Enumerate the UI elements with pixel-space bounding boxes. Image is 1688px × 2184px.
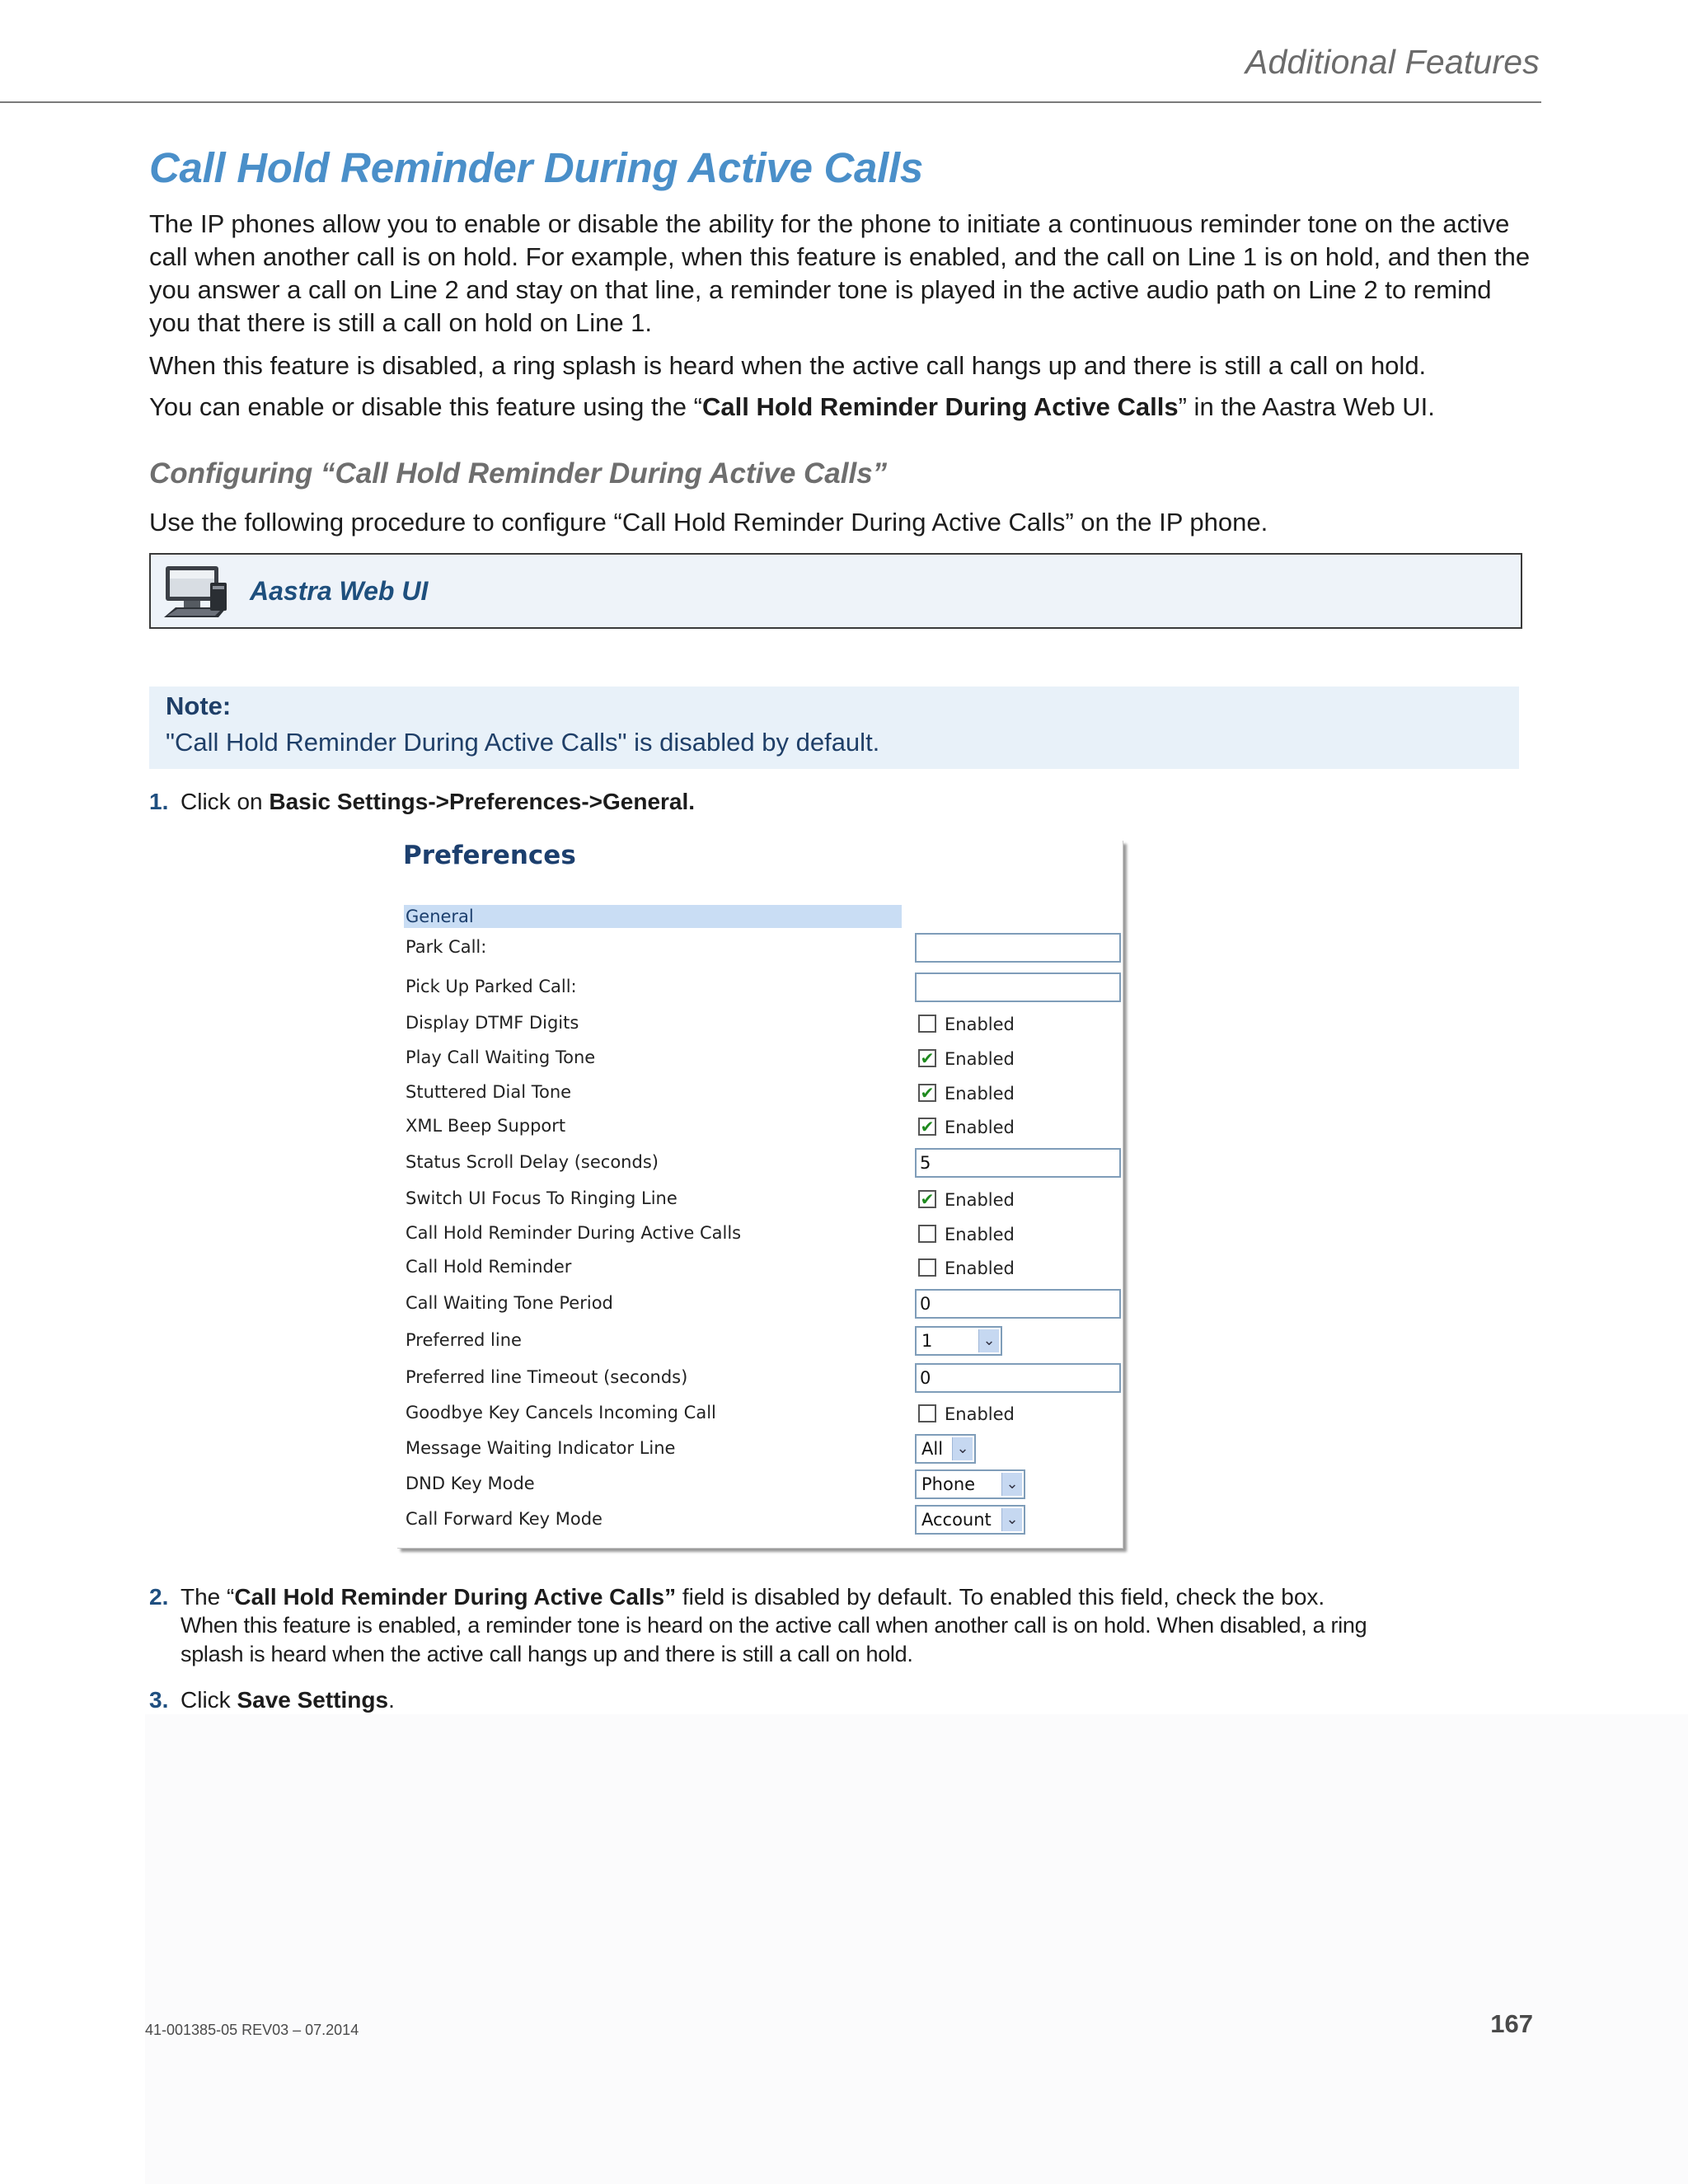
field-label: Call Hold Reminder During Active Calls — [406, 1223, 742, 1243]
general-section-label: General — [406, 907, 474, 926]
enabled-label: Enabled — [945, 1190, 1015, 1210]
row-stuttered — [406, 1078, 1114, 1106]
field-label: Message Waiting Indicator Line — [406, 1438, 676, 1458]
row-pref-line — [406, 1326, 1114, 1354]
row-pref-timeout — [406, 1363, 1114, 1391]
field-label: Switch UI Focus To Ringing Line — [406, 1188, 678, 1208]
field-label: Park Call: — [406, 937, 487, 957]
step-text: . — [388, 1687, 395, 1713]
select-value: Account — [921, 1510, 992, 1530]
page-title: Call Hold Reminder During Active Calls — [149, 144, 923, 191]
enabled-label: Enabled — [945, 1258, 1015, 1278]
hold-reminder-active-checkbox[interactable] — [918, 1225, 936, 1243]
step-continuation: When this feature is enabled, a reminder tone is heard on the active call when another call is on hold. When disabled, a ring splash is heard when the active call hangs up and there is still a call on hold. — [181, 1613, 1367, 1666]
enabled-label: Enabled — [945, 1225, 1015, 1244]
row-dnd — [406, 1469, 1114, 1497]
page-number: 167 — [1490, 2009, 1533, 2038]
chevron-down-icon[interactable]: ⌄ — [978, 1329, 999, 1352]
note-box — [149, 687, 1519, 769]
field-label: DND Key Mode — [406, 1474, 535, 1493]
field-label: Goodbye Key Cancels Incoming Call — [406, 1403, 716, 1422]
chevron-down-icon[interactable]: ⌄ — [952, 1437, 973, 1460]
header-rule — [0, 101, 1541, 103]
enabled-label: Enabled — [945, 1404, 1015, 1424]
webui-banner — [149, 553, 1522, 629]
computer-icon — [161, 563, 230, 621]
scroll-delay-input[interactable]: 5 — [915, 1148, 1121, 1178]
step-number: 3. — [149, 1687, 169, 1713]
enabled-label: Enabled — [945, 1118, 1015, 1137]
row-cw-period — [406, 1289, 1114, 1317]
preferences-screenshot — [397, 841, 1123, 1549]
field-label: Call Hold Reminder — [406, 1257, 572, 1277]
enabled-label: Enabled — [945, 1015, 1015, 1034]
row-park-call — [406, 933, 1114, 961]
row-goodbye — [406, 1399, 1114, 1427]
row-hold-reminder — [406, 1253, 1114, 1281]
intro-paragraph: The IP phones allow you to enable or disable the ability for the phone to initiate a continuous reminder tone on the active call when another call is on hold. For example, when this feature is enabled, and the call on Line 1 is on hold, and then the you answer a call on Line 2 and stay on that line, a reminder tone is played in the active audio path on Line 2 to remind you that there is still a call on hold on Line 1. — [149, 209, 1531, 337]
section-heading: Configuring “Call Hold Reminder During Active Calls” — [149, 457, 888, 490]
field-label: Call Waiting Tone Period — [406, 1293, 613, 1313]
webui-label: Aastra Web UI — [250, 576, 429, 606]
row-xml-beep — [406, 1112, 1114, 1140]
running-head: Additional Features — [1245, 43, 1540, 81]
step-bold: Call Hold Reminder During Active Calls” — [234, 1584, 677, 1610]
field-label: Pick Up Parked Call: — [406, 977, 577, 996]
field-label: Call Forward Key Mode — [406, 1509, 603, 1529]
general-section-bar — [404, 905, 902, 928]
para-bold: Call Hold Reminder During Active Calls — [701, 392, 1179, 421]
cfwd-select[interactable] — [915, 1505, 1025, 1535]
pickup-parked-input[interactable] — [915, 972, 1121, 1002]
field-label: Preferred line Timeout (seconds) — [406, 1367, 688, 1387]
document-id: 41-001385-05 REV03 – 07.2014 — [145, 2022, 359, 2038]
park-call-input[interactable] — [915, 933, 1121, 963]
step-text: The “ — [181, 1584, 235, 1610]
row-pickup-parked — [406, 972, 1114, 1001]
chevron-down-icon[interactable]: ⌄ — [1001, 1508, 1022, 1531]
field-label: Stuttered Dial Tone — [406, 1082, 572, 1102]
select-value: 1 — [921, 1331, 933, 1351]
row-cfwd — [406, 1505, 1114, 1533]
pref-line-select[interactable] — [915, 1326, 1002, 1356]
select-value: All — [921, 1439, 944, 1459]
procedure-intro: Use the following procedure to configure “Call Hold Reminder During Active Calls” on the IP phone. — [149, 508, 1268, 537]
dtmf-checkbox[interactable] — [918, 1015, 936, 1033]
note-title: Note: — [166, 691, 232, 720]
step-bold: Save Settings — [237, 1687, 389, 1713]
stuttered-checkbox[interactable]: ✔ — [918, 1084, 936, 1102]
chevron-down-icon[interactable]: ⌄ — [1001, 1473, 1022, 1496]
note-text: "Call Hold Reminder During Active Calls" is disabled by default. — [166, 728, 880, 757]
row-switch-focus — [406, 1184, 1114, 1212]
enabled-label: Enabled — [945, 1049, 1015, 1069]
enabled-label: Enabled — [945, 1084, 1015, 1104]
para-text: ” in the Aastra Web UI. — [1178, 392, 1435, 421]
field-label: Status Scroll Delay (seconds) — [406, 1152, 659, 1172]
preferences-title: Preferences — [403, 841, 576, 870]
mwi-select[interactable] — [915, 1434, 976, 1464]
step-text: Click — [181, 1687, 237, 1713]
xml-beep-checkbox[interactable]: ✔ — [918, 1118, 936, 1136]
field-label: XML Beep Support — [406, 1116, 566, 1136]
select-value: Phone — [921, 1474, 976, 1494]
disabled-paragraph: When this feature is disabled, a ring splash is heard when the active call hangs up and there is still a call on hold. — [149, 351, 1427, 380]
step-text: field is disabled by default. To enabled this field, check the box. — [676, 1584, 1325, 1610]
step-1 — [149, 789, 695, 815]
field-label: Display DTMF Digits — [406, 1013, 579, 1033]
row-mwi — [406, 1434, 1114, 1462]
dnd-select[interactable] — [915, 1469, 1025, 1499]
step-2 — [149, 1582, 1386, 1669]
step-text: Click on — [181, 789, 270, 814]
step-number: 2. — [149, 1584, 169, 1610]
step-number: 1. — [149, 789, 169, 814]
field-label: Play Call Waiting Tone — [406, 1047, 596, 1067]
switch-focus-checkbox[interactable]: ✔ — [918, 1190, 936, 1208]
row-cw-tone — [406, 1043, 1114, 1071]
webui-paragraph — [149, 391, 1534, 424]
hold-reminder-checkbox[interactable] — [918, 1258, 936, 1277]
step-3 — [149, 1687, 395, 1713]
goodbye-checkbox[interactable] — [918, 1404, 936, 1422]
row-hold-reminder-active — [406, 1219, 1114, 1247]
row-scroll-delay — [406, 1148, 1114, 1176]
cw-tone-checkbox[interactable]: ✔ — [918, 1049, 936, 1067]
step-bold: Basic Settings->Preferences->General. — [269, 789, 696, 814]
row-dtmf — [406, 1009, 1114, 1037]
cw-period-input[interactable]: 0 — [915, 1289, 1121, 1319]
para-text: You can enable or disable this feature using the “ — [149, 392, 702, 421]
field-label: Preferred line — [406, 1330, 522, 1350]
pref-timeout-input[interactable]: 0 — [915, 1363, 1121, 1393]
